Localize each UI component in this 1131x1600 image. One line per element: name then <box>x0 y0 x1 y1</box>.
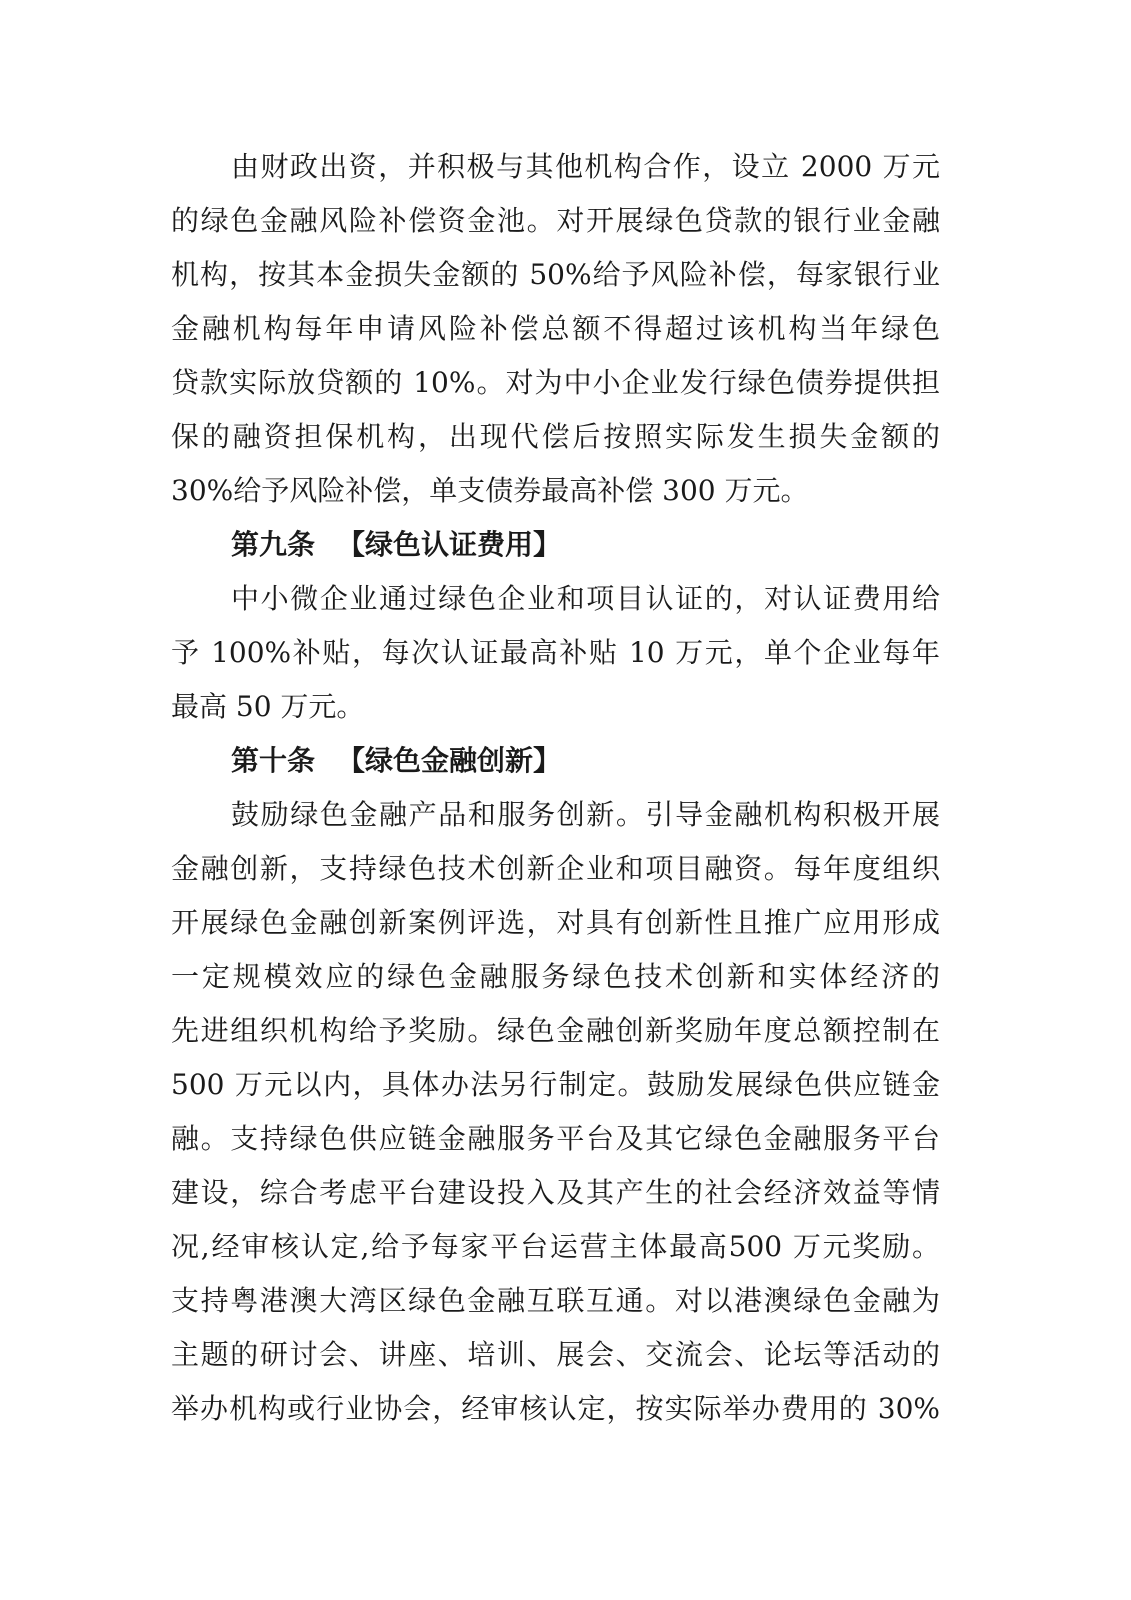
paragraph-line: 融。支持绿色供应链金融服务平台及其它绿色金融服务平台 <box>171 1122 940 1155</box>
paragraph-line: 中小微企业通过绿色企业和项目认证的，对认证费用给 <box>231 582 940 615</box>
paragraph-line: 500 万元以内，具体办法另行制定。鼓励发展绿色供应链金 <box>171 1068 940 1101</box>
paragraph-line: 开展绿色金融创新案例评选，对具有创新性且推广应用形成 <box>171 906 940 939</box>
article-title: 【绿色金融创新】 <box>337 744 562 777</box>
paragraph-line: 保的融资担保机构，出现代偿后按照实际发生损失金额的 <box>171 420 940 453</box>
paragraph-line: 支持粤港澳大湾区绿色金融互联互通。对以港澳绿色金融为 <box>171 1284 940 1317</box>
paragraph-line: 予 100%补贴，每次认证最高补贴 10 万元，单个企业每年 <box>171 636 940 669</box>
article-title: 【绿色认证费用】 <box>337 528 562 561</box>
paragraph-line: 主题的研讨会、讲座、培训、展会、交流会、论坛等活动的 <box>171 1338 940 1371</box>
paragraph-line: 举办机构或行业协会，经审核认定，按实际举办费用的 30% <box>171 1392 940 1425</box>
paragraph-line: 先进组织机构给予奖励。绿色金融创新奖励年度总额控制在 <box>171 1014 940 1047</box>
article-number: 第九条 <box>231 528 316 561</box>
paragraph-line: 最高 50 万元。 <box>171 690 365 723</box>
paragraph-line: 一定规模效应的绿色金融服务绿色技术创新和实体经济的 <box>171 960 940 993</box>
article-10-heading <box>171 734 940 788</box>
article-number: 第十条 <box>231 744 316 777</box>
paragraph-line: 鼓励绿色金融产品和服务创新。引导金融机构积极开展 <box>231 798 940 831</box>
document-page <box>171 140 940 1436</box>
paragraph-line: 贷款实际放贷额的 10%。对为中小企业发行绿色债券提供担 <box>171 366 940 399</box>
paragraph-line: 机构，按其本金损失金额的 50%给予风险补偿，每家银行业 <box>171 258 940 291</box>
paragraph-line: 30%给予风险补偿，单支债券最高补偿 300 万元。 <box>171 474 809 507</box>
paragraph-line: 的绿色金融风险补偿资金池。对开展绿色贷款的银行业金融 <box>171 204 940 237</box>
paragraph-line: 建设，综合考虑平台建设投入及其产生的社会经济效益等情 <box>171 1176 940 1209</box>
paragraph-line: 金融创新，支持绿色技术创新企业和项目融资。每年度组织 <box>171 852 940 885</box>
article-9-heading <box>171 518 940 572</box>
paragraph-line: 金融机构每年申请风险补偿总额不得超过该机构当年绿色 <box>171 312 940 345</box>
paragraph-line: 由财政出资，并积极与其他机构合作，设立 2000 万元 <box>231 150 940 183</box>
paragraph-line: 况,经审核认定,给予每家平台运营主体最高500 万元奖励。 <box>171 1230 940 1263</box>
